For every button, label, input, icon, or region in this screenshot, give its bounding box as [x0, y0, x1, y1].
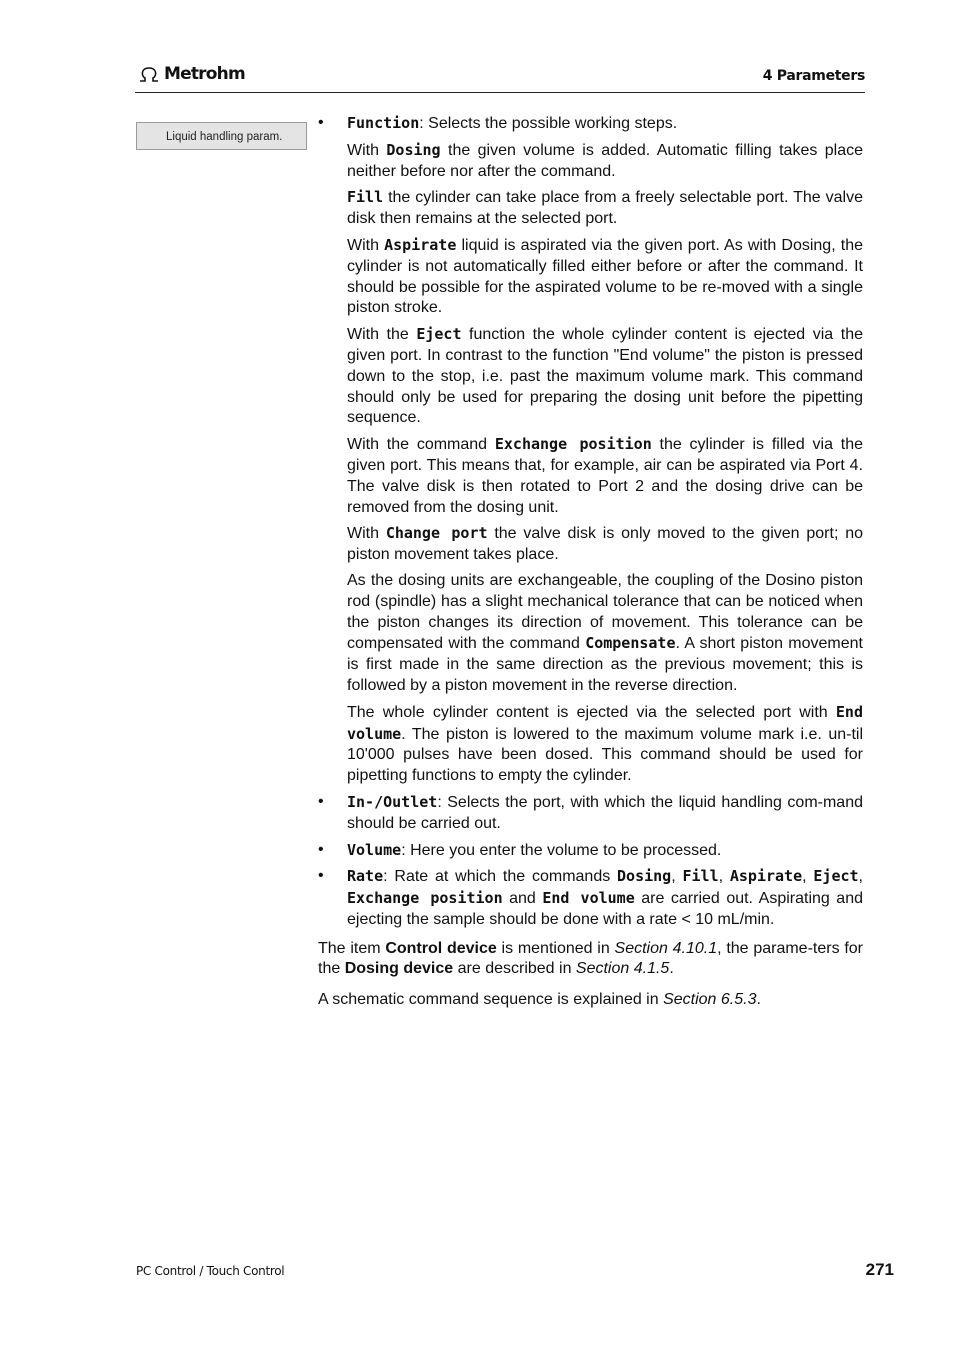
aspirate-desc: With Aspirate liquid is aspirated via the given port. As with Dosing, the cylinder is not automatically filled either before or after the command. It should be possible for the aspirated volume to be re-moved with a single piston stroke. [347, 235, 863, 317]
bullet-rate [318, 866, 863, 930]
chapter-title: 4 Parameters [762, 68, 865, 84]
change-port-desc: With Change port the valve disk is only moved to the given port; no piston movement takes place. [347, 524, 863, 564]
inoutlet-desc: In-/Outlet: Selects the port, with which the liquid handling com-mand should be carried out. [347, 792, 863, 832]
schematic-note: A schematic command sequence is explained in Section 6.5.3. [318, 991, 761, 1009]
page-header [135, 62, 865, 93]
compensate-desc: As the dosing units are exchangeable, the coupling of the Dosino piston rod (spindle) has a slight mechanical tolerance that can be noticed when the piston changes its direction of movement. This tolerance can be compensated with the command Compensate. A short piston movement is first made in the same direction as the previous movement; this is followed by a piston movement in the reverse direction. [347, 571, 863, 694]
rate-desc: Rate: Rate at which the commands Dosing, Fill, Aspirate, Eject, Exchange position and End volume are carried out. Aspirating and ejecting the sample should be done with a rate < 10 mL/min. [347, 867, 864, 928]
omega-icon [137, 64, 161, 84]
exchange-position-desc: With the command Exchange position the cylinder is filled via the given port. This means that, for example, air can be aspirated via Port 4. The valve disk is then rotated to Port 2 and the dosing drive can be removed from the dosing unit. [347, 435, 863, 516]
main-content [318, 113, 863, 1011]
bullet-dot: • [318, 867, 324, 885]
control-device-note: The item Control device is mentioned in Section 4.10.1, the parame-ters for the Dosing device are described in Section 4.1.5. [318, 939, 863, 978]
bullet-dot: • [318, 792, 324, 810]
footer-title: PC Control / Touch Control [136, 1264, 285, 1278]
bullet-dot: • [318, 840, 324, 858]
function-desc: Function: Selects the possible working steps. [347, 114, 678, 132]
eject-desc: With the Eject function the whole cylinder content is ejected via the given port. In contrast to the function "End volume" the piston is pressed down to the stop, i.e. past the maximum volume mark. This command should only be used for preparing the dosing unit before the pipetting sequence. [347, 325, 863, 427]
dosing-desc: With Dosing the given volume is added. Automatic filling takes place neither before nor after the command. [347, 140, 863, 180]
page-number: 271 [865, 1260, 894, 1279]
liquid-handling-param-button[interactable]: Liquid handling param. [136, 122, 307, 150]
logo-text: Metrohm [164, 64, 245, 84]
bullet-volume [318, 840, 863, 862]
end-volume-desc: The whole cylinder content is ejected via the selected port with End volume. The piston is lowered to the maximum volume mark i.e. un-til 10'000 pulses have been dosed. This command should be used for pipetting functions to empty the cylinder. [347, 702, 863, 785]
metrohm-logo [137, 64, 245, 84]
volume-desc: Volume: Here you enter the volume to be processed. [347, 840, 722, 859]
bullet-inoutlet [318, 792, 863, 835]
bullet-function [318, 113, 863, 787]
bullet-dot: • [318, 114, 324, 131]
fill-desc: Fill the cylinder can take place from a freely selectable port. The valve disk then remains at the selected port. [347, 188, 863, 228]
